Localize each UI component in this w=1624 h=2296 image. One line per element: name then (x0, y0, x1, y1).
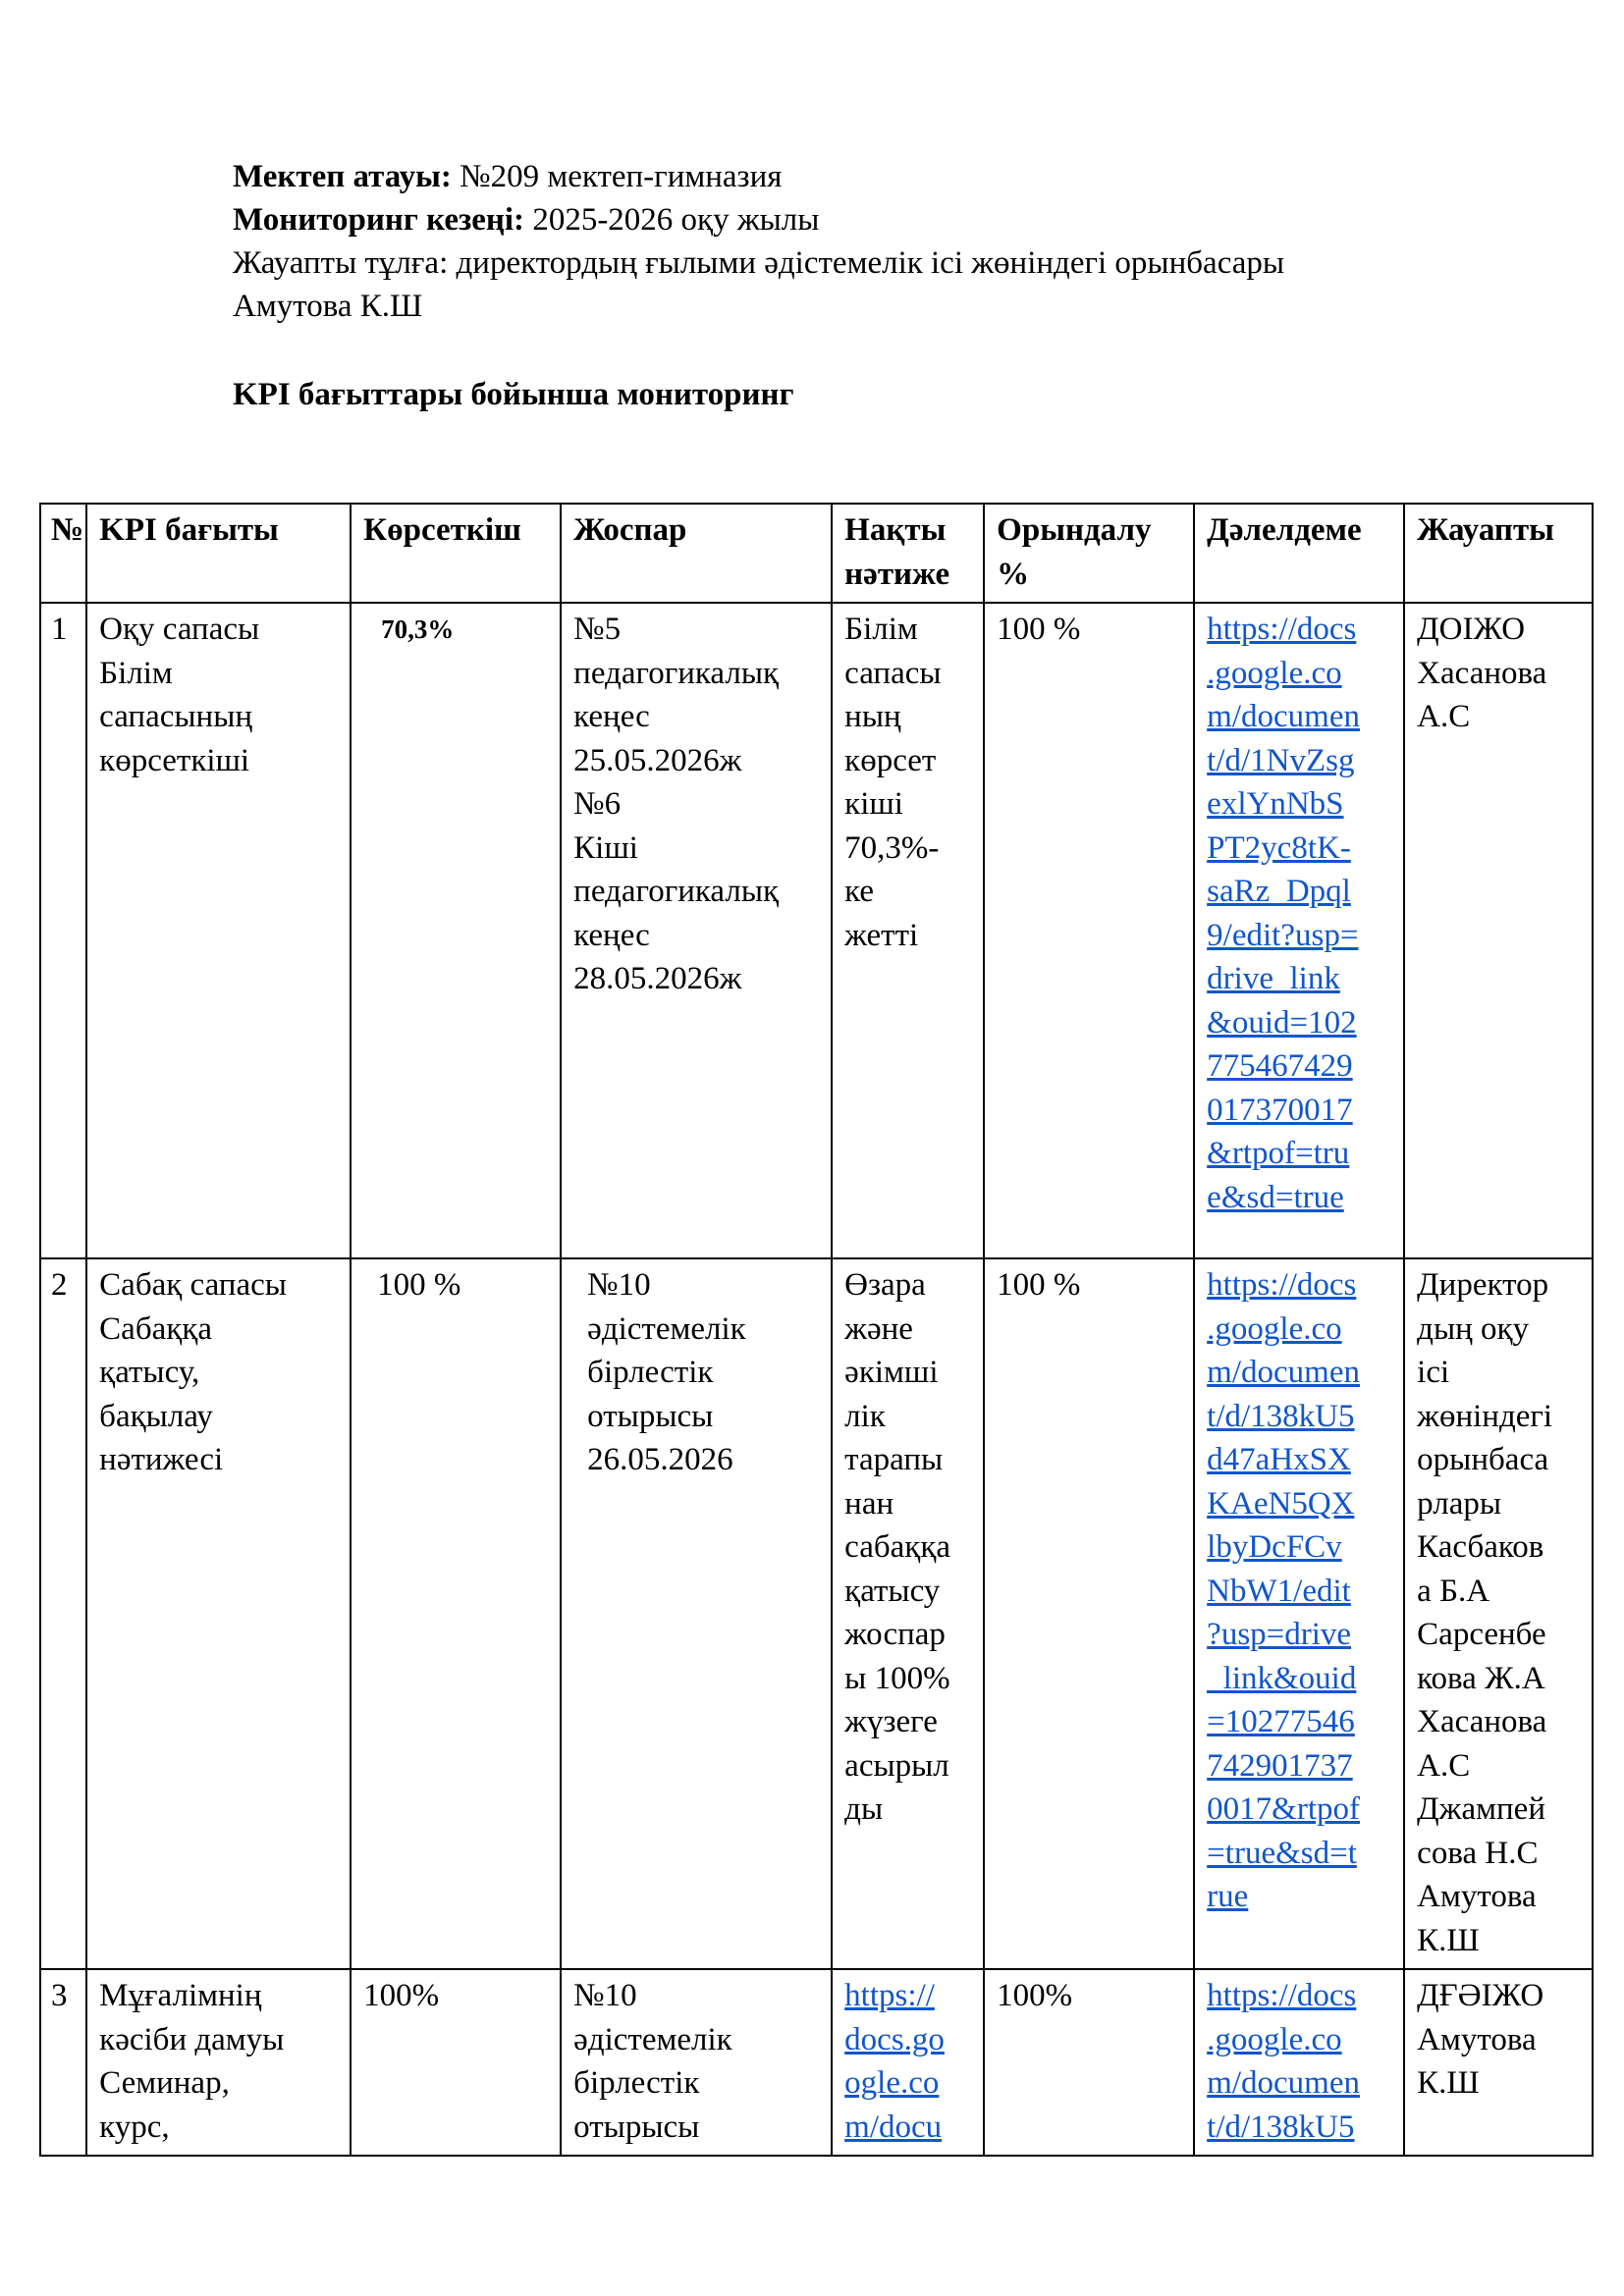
school-label: Мектеп атауы: (233, 159, 452, 194)
row-number: 2 (40, 1258, 86, 1969)
plan-text: №10 әдістемелік бірлестік отырысы 26.05.2026 (561, 1258, 832, 1969)
col-header-plan: Жоспар (561, 504, 832, 603)
indicator-value: 100% (351, 1969, 561, 2156)
completion-percent: 100 % (984, 603, 1194, 1258)
evidence-cell (1194, 1969, 1404, 2156)
row-number: 1 (40, 603, 86, 1258)
evidence-link[interactable]: https://docs .google.co m/documen t/d/138kU5 d47aHxSX KAeN5QX lbyDcFCv NbW1/edit ?usp=drive _link&ouid =10277546 742901737 0017&rtpof =true&sd=t rue (1207, 1267, 1360, 1914)
indicator-value: 70,3% (351, 603, 561, 1258)
col-header-result: Нақты нәтиже (832, 504, 984, 603)
col-header-completion: Орындалу % (984, 504, 1194, 603)
col-header-kpi: KPI бағыты (86, 504, 351, 603)
section-title: KPI бағыттары бойынша мониторинг (233, 377, 794, 412)
kpi-monitoring-table (39, 503, 1594, 2157)
col-header-evidence: Дәлелдеме (1194, 504, 1404, 603)
evidence-link[interactable]: https://docs .google.co m/documen t/d/1NvZsg exlYnNbS PT2yc8tK- saRz_Dpql 9/edit?usp= drive_link &ouid=102 775467429 017370017 &rtpof=tru e&sd=true (1207, 612, 1360, 1215)
table-header-row (40, 504, 1593, 603)
period-value: 2025-2026 оқу жылы (524, 202, 820, 238)
responsible-person: Директор дың оқу ісі жөніндегі орынбаса рлары Касбаков а Б.А Сарсенбе кова Ж.А Хасанова А.С Джампей сова Н.С Амутова К.Ш (1404, 1258, 1593, 1969)
responsible-person: ДҒӘІЖО Амутова К.Ш (1404, 1969, 1593, 2156)
school-line (233, 155, 1284, 198)
responsible-line: Жауапты тұлға: директордың ғылыми әдістемелік ісі жөніндегі орынбасары (233, 245, 1285, 281)
table-row (40, 1969, 1593, 2156)
school-value: №209 мектеп-гимназия (451, 159, 783, 194)
responsible-name: Амутова К.Ш (233, 289, 423, 324)
document-header (233, 155, 1284, 328)
col-header-responsible: Жауапты (1404, 504, 1593, 603)
evidence-cell (1194, 603, 1404, 1258)
kpi-direction: Оқу сапасы Білім сапасының көрсеткіші (86, 603, 351, 1258)
period-label: Мониторинг кезеңі: (233, 202, 525, 238)
col-header-indicator: Көрсеткіш (351, 504, 561, 603)
kpi-direction: Сабақ сапасы Сабаққа қатысу, бақылау нәтижесі (86, 1258, 351, 1969)
plan-text: №10 әдістемелік бірлестік отырысы (561, 1969, 832, 2156)
table-row (40, 603, 1593, 1258)
col-header-number: № (40, 504, 86, 603)
plan-text: №5 педагогикалық кеңес 25.05.2026ж №6 Кіші педагогикалық кеңес 28.05.2026ж (561, 603, 832, 1258)
period-line (233, 198, 1284, 241)
row-number: 3 (40, 1969, 86, 2156)
completion-percent: 100 % (984, 1258, 1194, 1969)
responsible-person: ДОІЖО Хасанова А.С (1404, 603, 1593, 1258)
table-row (40, 1258, 1593, 1969)
result-cell (832, 1969, 984, 2156)
evidence-link[interactable]: https://docs .google.co m/documen t/d/138kU5 (1207, 1978, 1360, 2145)
actual-result: Өзара және әкімші лік тарапы нан сабаққа қатысу жоспар ы 100% жүзеге асырыл ды (832, 1258, 984, 1969)
actual-result: Білім сапасы ның көрсет кіші 70,3%- ке жетті (832, 603, 984, 1258)
result-link[interactable]: https:// docs.go ogle.co m/docu (844, 1978, 945, 2145)
evidence-cell (1194, 1258, 1404, 1969)
completion-percent: 100% (984, 1969, 1194, 2156)
indicator-value: 100 % (351, 1258, 561, 1969)
kpi-direction: Мұғалімнің кәсіби дамуы Семинар, курс, (86, 1969, 351, 2156)
